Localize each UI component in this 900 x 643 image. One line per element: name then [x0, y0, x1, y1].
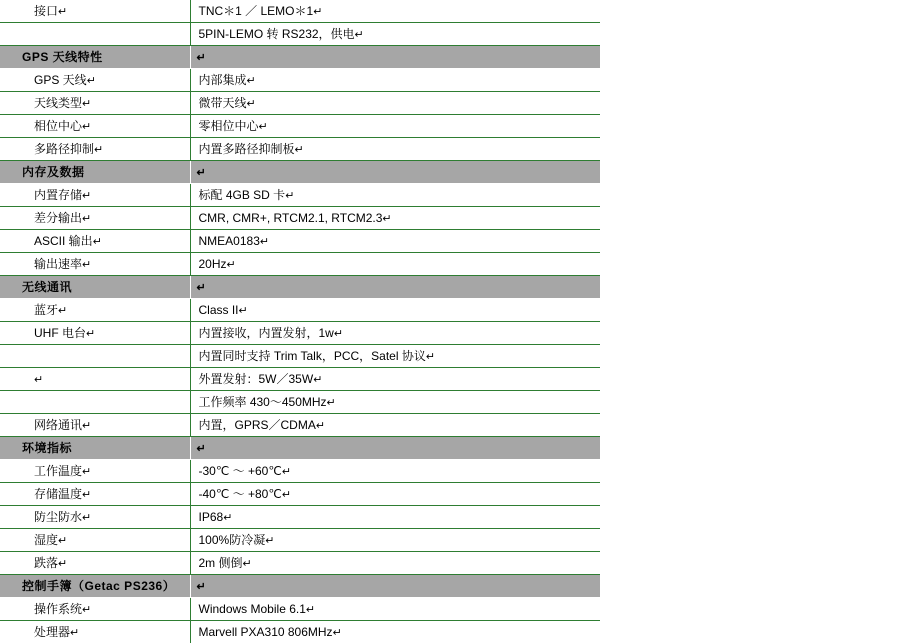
- spec-value-text: 工作频率 430～450MHz: [199, 395, 327, 409]
- pilcrow-mark: ↵: [382, 213, 391, 225]
- spec-label-text: 存储温度: [34, 487, 82, 501]
- spec-label-text: ASCII 输出: [34, 234, 93, 248]
- spec-value-text: NMEA0183: [199, 234, 260, 248]
- spec-label-cell: [0, 483, 190, 506]
- pilcrow-mark: ↵: [197, 581, 207, 593]
- spec-value-text: TNC＊1 ／ LEMO＊1: [199, 4, 314, 18]
- pilcrow-mark: ↵: [227, 259, 236, 271]
- spec-value-text: -40℃ ～ +80℃: [199, 487, 282, 501]
- spec-value-cell: [190, 345, 600, 368]
- table-row: [0, 460, 600, 483]
- section-header-label: 内存及数据: [0, 161, 190, 184]
- section-header-spacer: [190, 276, 600, 299]
- pilcrow-mark: ↵: [282, 466, 291, 478]
- spec-value-text: 外置发射：5W／35W: [199, 372, 314, 386]
- spec-value-cell: [190, 138, 600, 161]
- pilcrow-mark: ↵: [282, 489, 291, 501]
- pilcrow-mark: ↵: [58, 535, 67, 547]
- spec-value-cell: [190, 115, 600, 138]
- spec-value-cell: [190, 391, 600, 414]
- table-row: [0, 230, 600, 253]
- spec-label-text: 差分输出: [34, 211, 82, 225]
- spec-value-cell: [190, 23, 600, 46]
- spec-value-text: Class II: [199, 303, 239, 317]
- section-header-spacer: [190, 437, 600, 460]
- pilcrow-mark: ↵: [247, 98, 256, 110]
- spec-value-cell: [190, 230, 600, 253]
- spec-value-cell: [190, 621, 600, 643]
- spec-label-text: 跌落: [34, 556, 58, 570]
- pilcrow-mark: ↵: [82, 466, 91, 478]
- table-row: [0, 598, 600, 621]
- section-header-row: [0, 437, 600, 460]
- spec-label-text: 网络通讯: [34, 418, 82, 432]
- pilcrow-mark: ↵: [82, 489, 91, 501]
- spec-label-cell: [0, 230, 190, 253]
- spec-label-cell: [0, 92, 190, 115]
- spec-label-cell: [0, 184, 190, 207]
- pilcrow-mark: ↵: [70, 627, 79, 639]
- spec-value-cell: [190, 322, 600, 345]
- table-row: [0, 0, 600, 23]
- pilcrow-mark: ↵: [86, 328, 95, 340]
- pilcrow-mark: ↵: [82, 213, 91, 225]
- spec-value-text: -30℃ ～ +60℃: [199, 464, 282, 478]
- spec-value-text: Windows Mobile 6.1: [199, 602, 306, 616]
- spec-label-cell: [0, 299, 190, 322]
- spec-value-text: 100%防冷凝: [199, 533, 266, 547]
- table-row: [0, 368, 600, 391]
- spec-label-cell: [0, 552, 190, 575]
- section-header-row: [0, 46, 600, 69]
- spec-label-text: 湿度: [34, 533, 58, 547]
- spec-label-text: 多路径抑制: [34, 142, 94, 156]
- spec-label-cell: [0, 115, 190, 138]
- spec-label-text: 内置存储: [34, 188, 82, 202]
- table-row: [0, 529, 600, 552]
- spec-label-cell: [0, 69, 190, 92]
- spec-label-cell: [0, 621, 190, 643]
- pilcrow-mark: ↵: [265, 535, 274, 547]
- section-header-label: 环境指标: [0, 437, 190, 460]
- spec-value-cell: [190, 0, 600, 23]
- section-header-label: GPS 天线特性: [0, 46, 190, 69]
- spec-label-cell: [0, 598, 190, 621]
- pilcrow-mark: ↵: [82, 512, 91, 524]
- spec-value-cell: [190, 506, 600, 529]
- section-header-spacer: [190, 161, 600, 184]
- pilcrow-mark: ↵: [313, 6, 322, 18]
- spec-value-text: 零相位中心: [199, 119, 259, 133]
- spec-value-text: 内部集成: [199, 73, 247, 87]
- table-row: [0, 138, 600, 161]
- spec-label-text: 输出速率: [34, 257, 82, 271]
- table-row: [0, 552, 600, 575]
- pilcrow-mark: ↵: [316, 420, 325, 432]
- table-row: [0, 506, 600, 529]
- pilcrow-mark: ↵: [260, 236, 269, 248]
- spec-label-text: 防尘防水: [34, 510, 82, 524]
- table-row: [0, 92, 600, 115]
- section-header-row: [0, 276, 600, 299]
- spec-value-cell: [190, 529, 600, 552]
- spec-label-cell: [0, 23, 190, 46]
- spec-value-cell: [190, 207, 600, 230]
- spec-label-text: GPS 天线: [34, 73, 87, 87]
- section-header-row: [0, 575, 600, 598]
- pilcrow-mark: ↵: [94, 144, 103, 156]
- table-row: [0, 207, 600, 230]
- pilcrow-mark: ↵: [306, 604, 315, 616]
- spec-value-text: 标配 4GB SD 卡: [199, 188, 286, 202]
- spec-value-text: 微带天线: [199, 96, 247, 110]
- section-header-row: [0, 161, 600, 184]
- spec-label-cell: [0, 322, 190, 345]
- table-row: [0, 391, 600, 414]
- pilcrow-mark: ↵: [313, 374, 322, 386]
- spec-label-text: 工作温度: [34, 464, 82, 478]
- spec-value-cell: [190, 483, 600, 506]
- pilcrow-mark: ↵: [355, 29, 364, 41]
- spec-value-cell: [190, 69, 600, 92]
- spec-label-cell: [0, 0, 190, 23]
- spec-label-text: 天线类型: [34, 96, 82, 110]
- spec-value-text: 内置多路径抑制板: [199, 142, 295, 156]
- spec-value-text: Marvell PXA310 806MHz: [199, 625, 333, 639]
- pilcrow-mark: ↵: [58, 6, 67, 18]
- spec-label-cell: [0, 207, 190, 230]
- spec-value-cell: [190, 598, 600, 621]
- spec-label-cell: [0, 414, 190, 437]
- spec-label-text: 接口: [34, 4, 58, 18]
- table-row: [0, 621, 600, 643]
- pilcrow-mark: ↵: [197, 282, 207, 294]
- spec-label-text: 处理器: [34, 625, 70, 639]
- spec-value-text: CMR, CMR+, RTCM2.1, RTCM2.3: [199, 211, 383, 225]
- pilcrow-mark: ↵: [93, 236, 102, 248]
- spec-value-cell: [190, 368, 600, 391]
- spec-label-cell: [0, 506, 190, 529]
- pilcrow-mark: ↵: [82, 604, 91, 616]
- spec-label-cell: [0, 253, 190, 276]
- spec-label-text: 操作系统: [34, 602, 82, 616]
- pilcrow-mark: ↵: [58, 558, 67, 570]
- pilcrow-mark: ↵: [82, 420, 91, 432]
- spec-label-text: 相位中心: [34, 119, 82, 133]
- pilcrow-mark: ↵: [243, 558, 252, 570]
- spec-label-text: UHF 电台: [34, 326, 86, 340]
- pilcrow-mark: ↵: [247, 75, 256, 87]
- spec-value-cell: [190, 460, 600, 483]
- spec-value-cell: [190, 414, 600, 437]
- pilcrow-mark: ↵: [34, 374, 43, 386]
- spec-value-text: IP68: [199, 510, 224, 524]
- spec-value-cell: [190, 92, 600, 115]
- spec-value-cell: [190, 299, 600, 322]
- table-row: [0, 299, 600, 322]
- spec-value-text: 内置，GPRS／CDMA: [199, 418, 316, 432]
- table-row: [0, 253, 600, 276]
- spec-label-cell: [0, 529, 190, 552]
- table-row: [0, 483, 600, 506]
- pilcrow-mark: ↵: [82, 98, 91, 110]
- pilcrow-mark: ↵: [333, 627, 342, 639]
- table-row: [0, 184, 600, 207]
- table-row: [0, 115, 600, 138]
- spec-value-cell: [190, 552, 600, 575]
- pilcrow-mark: ↵: [285, 190, 294, 202]
- pilcrow-mark: ↵: [223, 512, 232, 524]
- section-header-label: 无线通讯: [0, 276, 190, 299]
- pilcrow-mark: ↵: [87, 75, 96, 87]
- spec-value-cell: [190, 184, 600, 207]
- spec-label-cell: [0, 368, 190, 391]
- spec-value-text: 20Hz: [199, 257, 227, 271]
- spec-label-cell: [0, 391, 190, 414]
- pilcrow-mark: ↵: [295, 144, 304, 156]
- spec-label-text: 蓝牙: [34, 303, 58, 317]
- spec-label-cell: [0, 138, 190, 161]
- spec-label-cell: [0, 460, 190, 483]
- spec-value-text: 内置同时支持 Trim Talk，PCC，Satel 协议: [199, 349, 426, 363]
- pilcrow-mark: ↵: [259, 121, 268, 133]
- pilcrow-mark: ↵: [197, 443, 207, 455]
- spec-value-text: 2m 侧倒: [199, 556, 243, 570]
- pilcrow-mark: ↵: [82, 259, 91, 271]
- pilcrow-mark: ↵: [82, 190, 91, 202]
- pilcrow-mark: ↵: [197, 167, 207, 179]
- section-header-label: 控制手簿（Getac PS236）: [0, 575, 190, 598]
- table-row: [0, 345, 600, 368]
- pilcrow-mark: ↵: [82, 121, 91, 133]
- spec-value-text: 5PIN-LEMO 转 RS232，供电: [199, 27, 355, 41]
- pilcrow-mark: ↵: [327, 397, 336, 409]
- pilcrow-mark: ↵: [58, 305, 67, 317]
- pilcrow-mark: ↵: [239, 305, 248, 317]
- section-header-spacer: [190, 46, 600, 69]
- spec-value-text: 内置接收，内置发射，1w: [199, 326, 334, 340]
- spec-value-cell: [190, 253, 600, 276]
- table-row: [0, 322, 600, 345]
- pilcrow-mark: ↵: [197, 52, 207, 64]
- table-row: [0, 414, 600, 437]
- pilcrow-mark: ↵: [334, 328, 343, 340]
- section-header-spacer: [190, 575, 600, 598]
- table-row: [0, 23, 600, 46]
- spec-label-cell: [0, 345, 190, 368]
- pilcrow-mark: ↵: [426, 351, 435, 363]
- table-row: [0, 69, 600, 92]
